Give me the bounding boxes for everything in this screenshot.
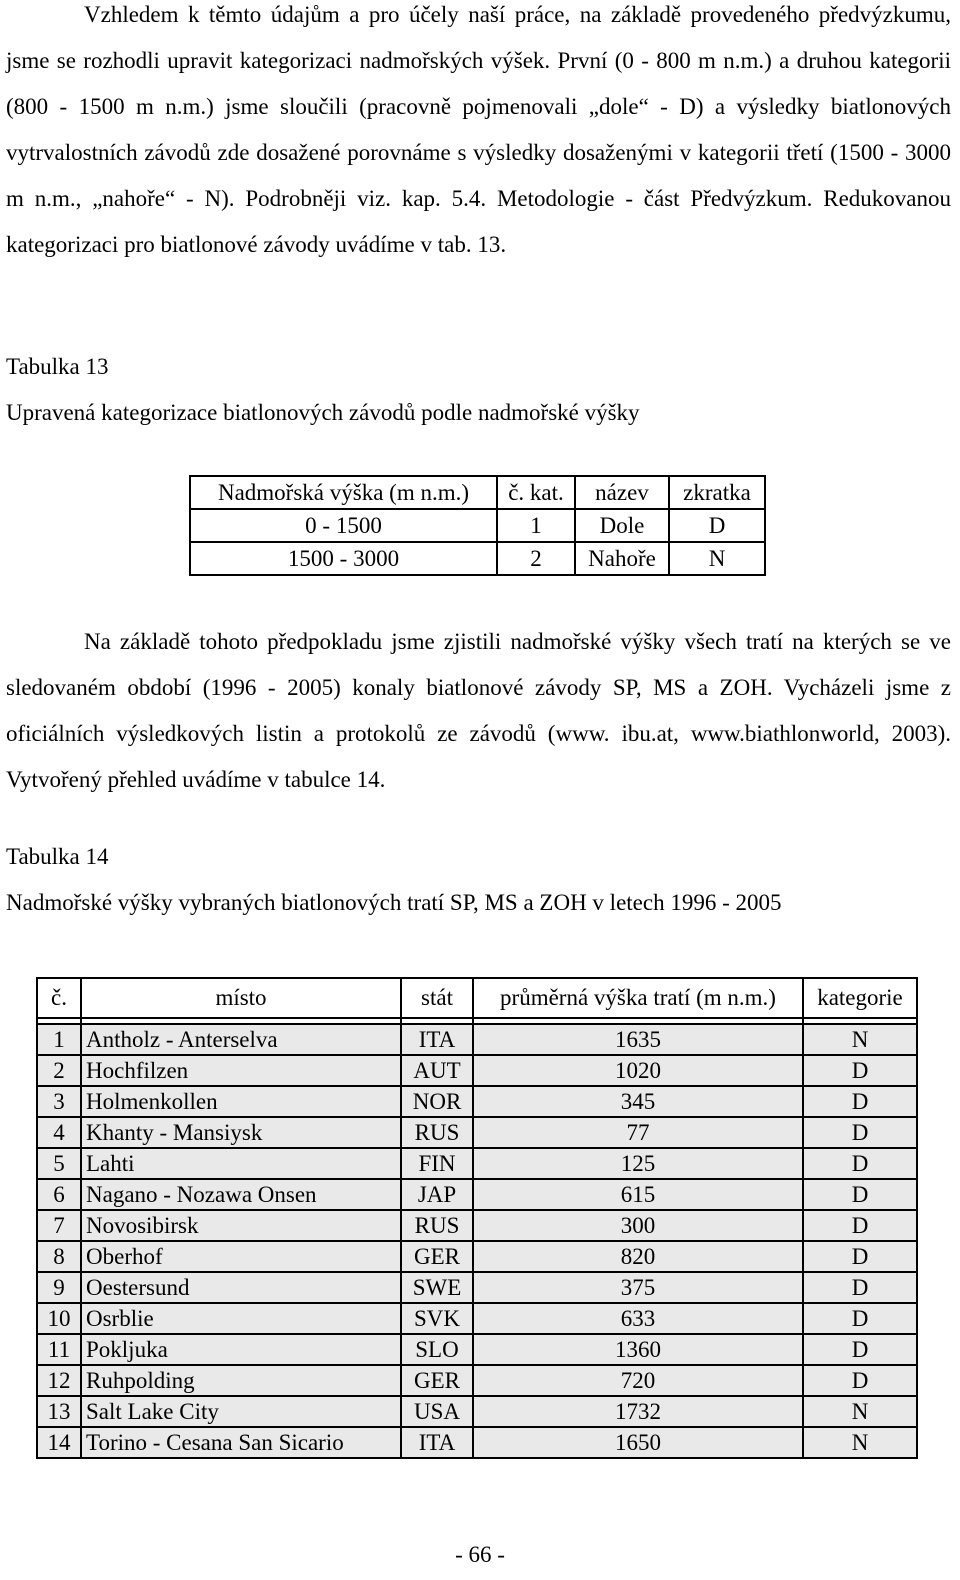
- table13-header-cat-no: č. kat.: [497, 476, 575, 509]
- category-name: Nahoře: [575, 542, 669, 575]
- table13-header-name: název: [575, 476, 669, 509]
- average-altitude: 125: [473, 1148, 803, 1179]
- table-row: [37, 1179, 917, 1210]
- category-code: D: [803, 1086, 917, 1117]
- row-number: 4: [37, 1117, 81, 1148]
- table-row: [37, 1427, 917, 1458]
- table14-header-state: stát: [401, 978, 473, 1018]
- table-row: [37, 1117, 917, 1148]
- place-name: Hochfilzen: [81, 1055, 401, 1086]
- place-name: Khanty - Mansiysk: [81, 1117, 401, 1148]
- category-number: 2: [497, 542, 575, 575]
- average-altitude: 1360: [473, 1334, 803, 1365]
- state-code: NOR: [401, 1086, 473, 1117]
- average-altitude: 375: [473, 1272, 803, 1303]
- category-code: N: [803, 1024, 917, 1055]
- place-name: Lahti: [81, 1148, 401, 1179]
- category-code: D: [803, 1055, 917, 1086]
- state-code: FIN: [401, 1148, 473, 1179]
- state-code: AUT: [401, 1055, 473, 1086]
- table13-title: Upravená kategorizace biatlonových závodů podle nadmořské výšky: [6, 400, 640, 425]
- state-code: RUS: [401, 1210, 473, 1241]
- category-name: Dole: [575, 509, 669, 542]
- state-code: GER: [401, 1241, 473, 1272]
- category-code: D: [803, 1210, 917, 1241]
- table-row: [37, 1055, 917, 1086]
- category-code: D: [803, 1334, 917, 1365]
- place-name: Pokljuka: [81, 1334, 401, 1365]
- place-name: Torino - Cesana San Sicario: [81, 1427, 401, 1458]
- row-number: 3: [37, 1086, 81, 1117]
- table13-header-abbr: zkratka: [669, 476, 765, 509]
- row-number: 8: [37, 1241, 81, 1272]
- place-name: Salt Lake City: [81, 1396, 401, 1427]
- place-name: Oberhof: [81, 1241, 401, 1272]
- table13-header-row: [190, 476, 765, 509]
- altitude-range: 0 - 1500: [190, 509, 497, 542]
- category-code: D: [803, 1241, 917, 1272]
- page-number: - 66 -: [455, 1542, 505, 1567]
- row-number: 6: [37, 1179, 81, 1210]
- average-altitude: 345: [473, 1086, 803, 1117]
- average-altitude: 615: [473, 1179, 803, 1210]
- state-code: SLO: [401, 1334, 473, 1365]
- table-row: [37, 1024, 917, 1055]
- state-code: GER: [401, 1365, 473, 1396]
- category-code: D: [803, 1272, 917, 1303]
- place-name: Ruhpolding: [81, 1365, 401, 1396]
- state-code: ITA: [401, 1427, 473, 1458]
- state-code: USA: [401, 1396, 473, 1427]
- average-altitude: 1650: [473, 1427, 803, 1458]
- table14-label: Tabulka 14: [6, 844, 109, 869]
- place-name: Nagano - Nozawa Onsen: [81, 1179, 401, 1210]
- place-name: Antholz - Anterselva: [81, 1024, 401, 1055]
- table14-header-row: [37, 978, 917, 1018]
- table14-body: [37, 1018, 917, 1458]
- category-abbr: D: [669, 509, 765, 542]
- state-code: SVK: [401, 1303, 473, 1334]
- table14-header-place: místo: [81, 978, 401, 1018]
- row-number: 9: [37, 1272, 81, 1303]
- average-altitude: 820: [473, 1241, 803, 1272]
- category-number: 1: [497, 509, 575, 542]
- table-row: [37, 1272, 917, 1303]
- table13-header-altitude: Nadmořská výška (m n.m.): [190, 476, 497, 509]
- table-row: [37, 1396, 917, 1427]
- row-number: 5: [37, 1148, 81, 1179]
- category-code: N: [803, 1427, 917, 1458]
- table-row: [190, 542, 765, 575]
- average-altitude: 1635: [473, 1024, 803, 1055]
- table14-header-number: č.: [37, 978, 81, 1018]
- table-row: [37, 1241, 917, 1272]
- place-name: Holmenkollen: [81, 1086, 401, 1117]
- altitude-range: 1500 - 3000: [190, 542, 497, 575]
- place-name: Novosibirsk: [81, 1210, 401, 1241]
- row-number: 11: [37, 1334, 81, 1365]
- average-altitude: 1020: [473, 1055, 803, 1086]
- row-number: 1: [37, 1024, 81, 1055]
- category-code: D: [803, 1148, 917, 1179]
- table14-header-altitude: průměrná výška tratí (m n.m.): [473, 978, 803, 1018]
- table-row: [37, 1148, 917, 1179]
- category-code: D: [803, 1179, 917, 1210]
- average-altitude: 77: [473, 1117, 803, 1148]
- row-number: 13: [37, 1396, 81, 1427]
- category-code: N: [803, 1396, 917, 1427]
- table-row: [37, 1210, 917, 1241]
- row-number: 14: [37, 1427, 81, 1458]
- average-altitude: 720: [473, 1365, 803, 1396]
- row-number: 7: [37, 1210, 81, 1241]
- state-code: RUS: [401, 1117, 473, 1148]
- average-altitude: 300: [473, 1210, 803, 1241]
- intro-paragraph: Vzhledem k těmto údajům a pro účely naší práce, na základě provedeného předvýzkumu, jsme se rozhodli upravit kategorizaci nadmořských výšek. První (0 - 800 m n.m.) a druhou kategorii (800 - 1500 m n.m.) jsme sloučili (pracovně pojmenovali „dole“ - D) a výsledky biatlonových vytrvalostních závodů zde dosažené porovnáme s výsledky dosaženými v kategorii třetí (1500 - 3000 m n.m., „nahoře“ - N). Podrobněji viz. kap. 5.4. Metodologie - část Předvýzkum. Redukovanou kategorizaci pro biatlonové závody uvádíme v tab. 13.: [6, 2, 951, 257]
- table-row: [37, 1086, 917, 1117]
- row-number: 12: [37, 1365, 81, 1396]
- table-row: [37, 1365, 917, 1396]
- table14-header-category: kategorie: [803, 978, 917, 1018]
- table-row: [37, 1303, 917, 1334]
- altitude-category-table: [189, 475, 766, 576]
- table13-label: Tabulka 13: [6, 354, 109, 379]
- table-row: [37, 1334, 917, 1365]
- state-code: JAP: [401, 1179, 473, 1210]
- average-altitude: 1732: [473, 1396, 803, 1427]
- state-code: SWE: [401, 1272, 473, 1303]
- average-altitude: 633: [473, 1303, 803, 1334]
- table-row: [190, 509, 765, 542]
- place-name: Oestersund: [81, 1272, 401, 1303]
- place-name: Osrblie: [81, 1303, 401, 1334]
- category-abbr: N: [669, 542, 765, 575]
- category-code: D: [803, 1303, 917, 1334]
- category-code: D: [803, 1365, 917, 1396]
- category-code: D: [803, 1117, 917, 1148]
- table14-title: Nadmořské výšky vybraných biatlonových tratí SP, MS a ZOH v letech 1996 - 2005: [6, 890, 782, 915]
- state-code: ITA: [401, 1024, 473, 1055]
- row-number: 10: [37, 1303, 81, 1334]
- track-altitude-table: [36, 977, 918, 1459]
- row-number: 2: [37, 1055, 81, 1086]
- results-paragraph: Na základě tohoto předpokladu jsme zjistili nadmořské výšky všech tratí na kterých se ve sledovaném období (1996 - 2005) konaly biatlonové závody SP, MS a ZOH. Vycházeli jsme z oficiálních výsledkových listin a protokolů ze závodů (www. ibu.at, www.biathlonworld, 2003). Vytvořený přehled uvádíme v tabulce 14.: [6, 629, 951, 792]
